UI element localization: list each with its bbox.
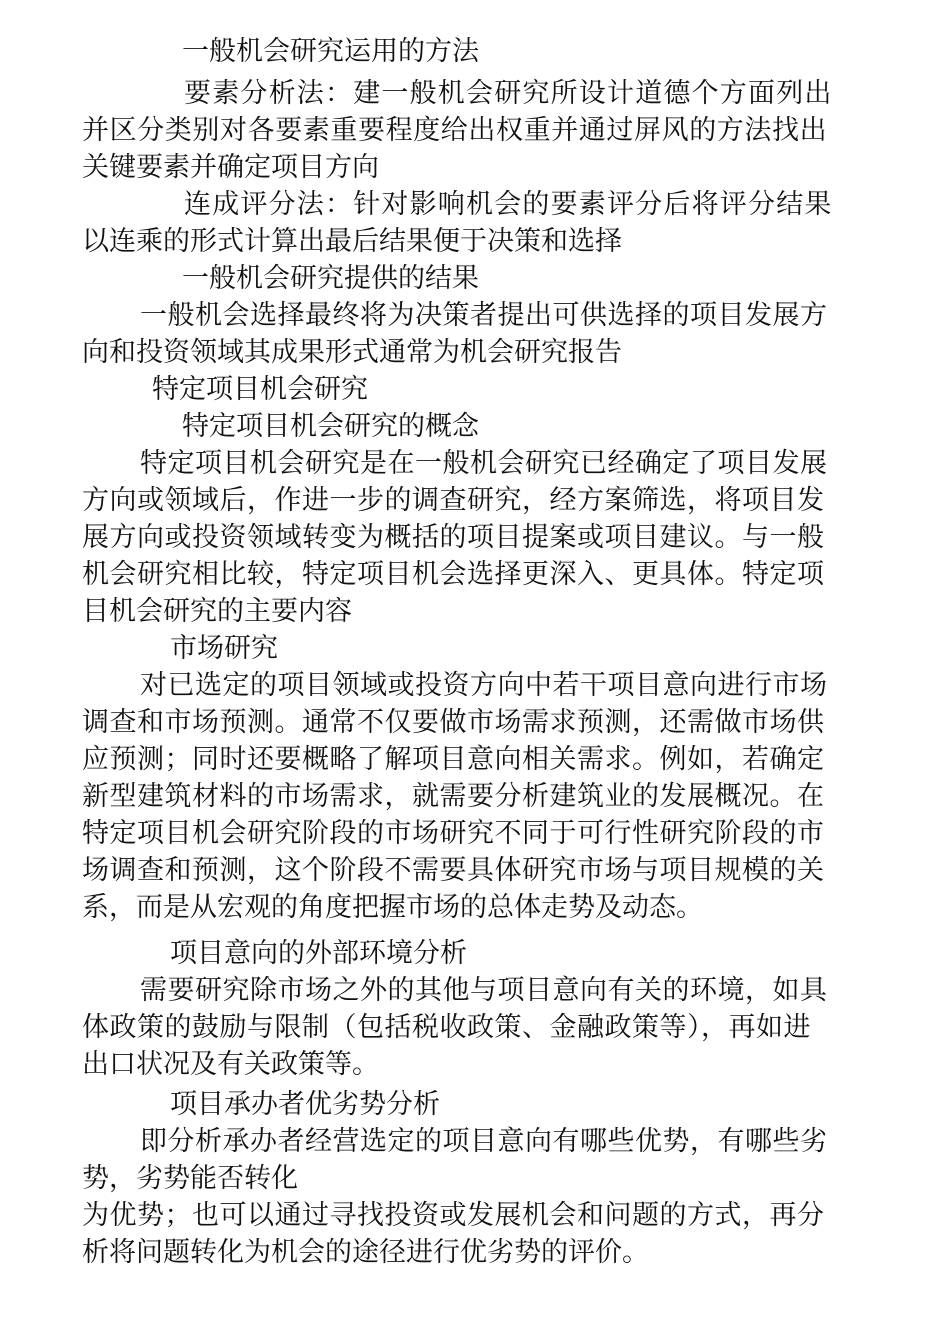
- paragraph-line: 并区分类别对各要素重要程度给出权重并通过屏风的方法找出: [82, 115, 828, 146]
- paragraph-line: 对已选定的项目领域或投资方向中若干项目意向进行市场: [140, 670, 828, 701]
- paragraph-line: 特定项目机会研究阶段的市场研究不同于可行性研究阶段的市: [82, 818, 825, 849]
- paragraph-line: 新型建筑材料的市场需求，就需要分析建筑业的发展概况。在: [82, 781, 825, 812]
- paragraph-line: 出口状况及有关政策等。: [82, 1049, 379, 1080]
- section-heading: 一般机会研究提供的结果: [182, 263, 479, 294]
- paragraph-line: 一般机会选择最终将为决策者提出可供选择的项目发展方: [140, 300, 828, 331]
- section-heading: 项目意向的外部环境分析: [170, 938, 467, 969]
- section-heading: 一般机会研究运用的方法: [182, 36, 479, 67]
- paragraph-line: 体政策的鼓励与限制（包括税收政策、金融政策等），再如进: [82, 1012, 811, 1043]
- paragraph-line: 连成评分法：针对影响机会的要素评分后将评分结果: [184, 189, 833, 220]
- paragraph-line: 机会研究相比较，特定项目机会选择更深入、更具体。特定项: [82, 559, 825, 590]
- paragraph-line: 特定项目机会研究是在一般机会研究已经确定了项目发展: [140, 448, 828, 479]
- paragraph-line: 展方向或投资领域转变为概括的项目提案或项目建议。与一般: [82, 522, 825, 553]
- paragraph-line: 调查和市场预测。通常不仅要做市场需求预测，还需做市场供: [82, 707, 825, 738]
- paragraph-line: 析将问题转化为机会的途径进行优劣势的评价。: [82, 1237, 649, 1268]
- paragraph-line: 为优势；也可以通过寻找投资或发展机会和问题的方式，再分: [82, 1200, 825, 1231]
- paragraph-line: 应预测；同时还要概略了解项目意向相关需求。例如，若确定: [82, 744, 825, 775]
- paragraph-line: 场调查和预测，这个阶段不需要具体研究市场与项目规模的关: [82, 855, 825, 886]
- paragraph-line: 关键要素并确定项目方向: [82, 152, 379, 183]
- paragraph-line: 系，而是从宏观的角度把握市场的总体走势及动态。: [82, 892, 703, 923]
- section-heading: 特定项目机会研究的概念: [182, 411, 479, 442]
- paragraph-line: 方向或领域后，作进一步的调查研究，经方案筛选，将项目发: [82, 485, 825, 516]
- paragraph-line: 即分析承办者经营选定的项目意向有哪些优势，有哪些劣: [140, 1126, 828, 1157]
- paragraph-line: 要素分析法：建一般机会研究所设计道德个方面列出: [184, 78, 833, 109]
- paragraph-line: 势，劣势能否转化: [82, 1163, 298, 1194]
- paragraph-line: 需要研究除市场之外的其他与项目意向有关的环境，如具: [140, 975, 828, 1006]
- paragraph-line: 向和投资领域其成果形式通常为机会研究报告: [82, 337, 622, 368]
- section-heading: 项目承办者优劣势分析: [170, 1089, 440, 1120]
- paragraph-line: 以连乘的形式计算出最后结果便于决策和选择: [82, 226, 622, 257]
- paragraph-line: 目机会研究的主要内容: [82, 596, 352, 627]
- section-heading: 市场研究: [170, 633, 278, 664]
- section-heading: 特定项目机会研究: [152, 374, 368, 405]
